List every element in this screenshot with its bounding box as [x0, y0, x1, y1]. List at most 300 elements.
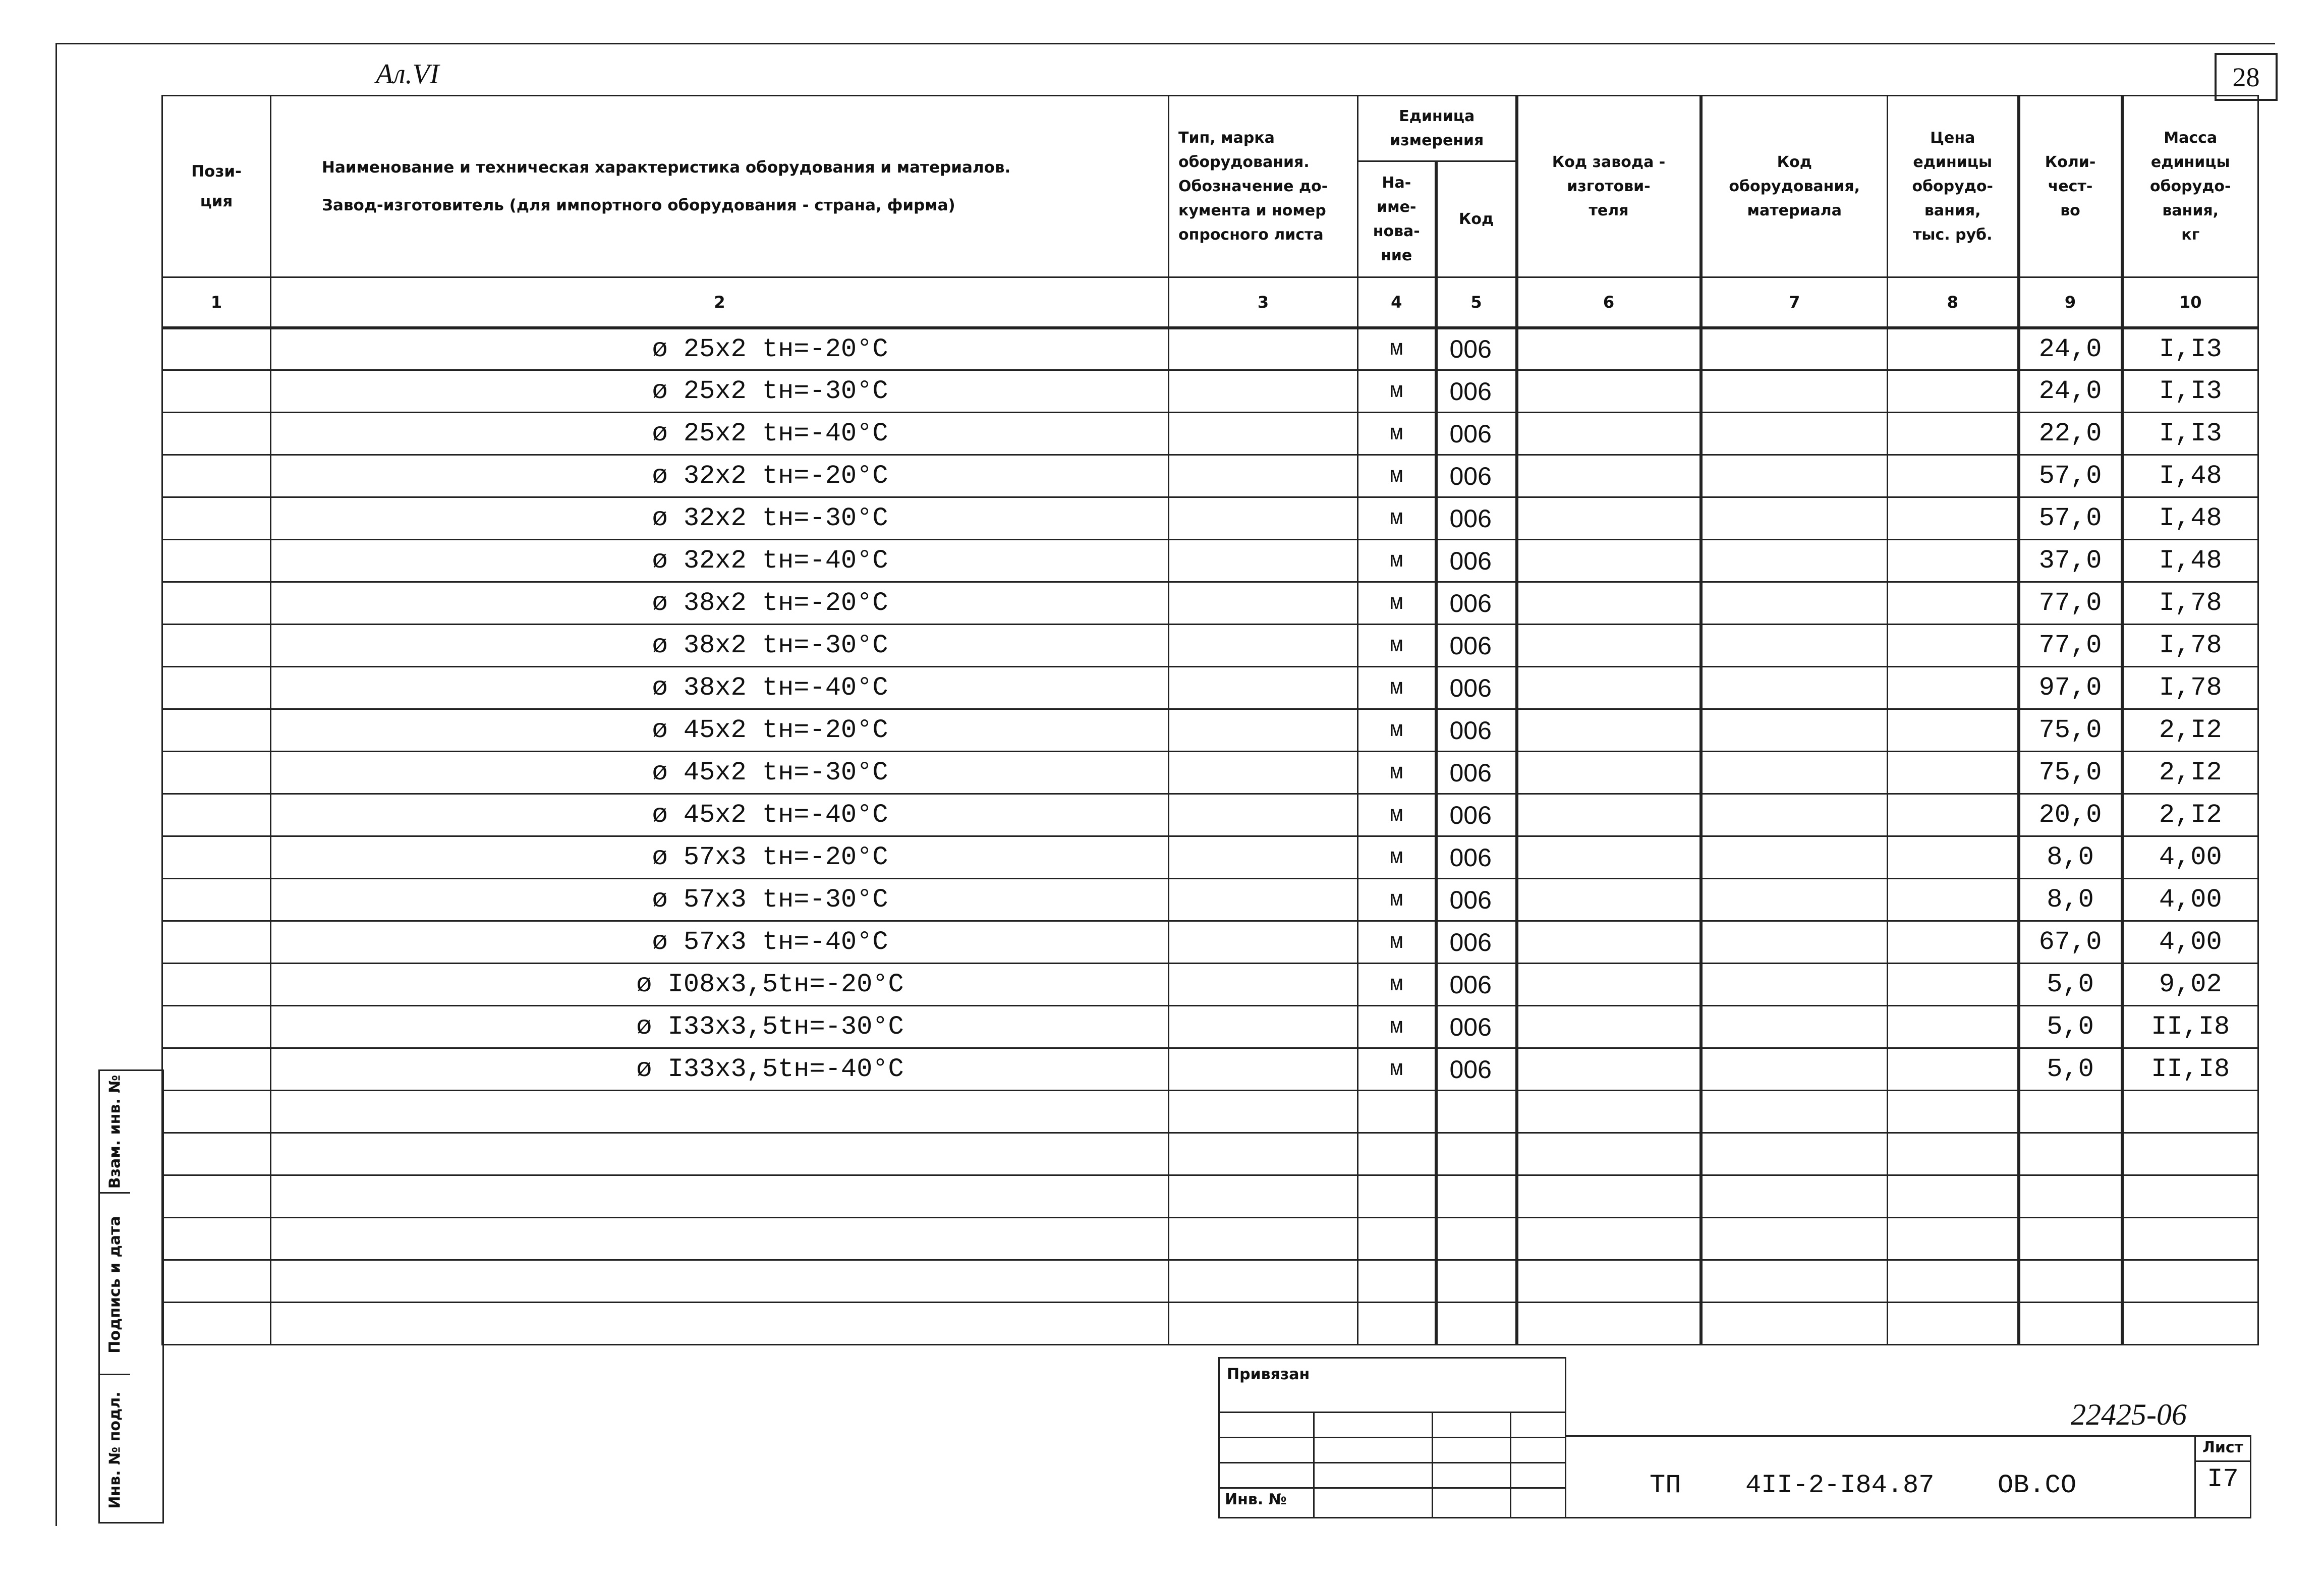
description-cell: ø 57x3 tн=-20°C	[271, 836, 1169, 879]
header-unit-group: Единица измерения	[1358, 96, 1517, 161]
table-row	[162, 1006, 2258, 1048]
unit-code-cell: 006	[1436, 879, 1517, 921]
unit-code-cell: 006	[1436, 709, 1517, 752]
price-cell	[1888, 540, 2019, 582]
price-cell	[1888, 1091, 2019, 1133]
position-cell	[162, 455, 271, 497]
quantity-cell	[2019, 1303, 2122, 1345]
unit-cell	[1358, 1133, 1436, 1175]
factory-code-cell	[1517, 582, 1701, 625]
equipment-code-cell	[1701, 709, 1888, 752]
unit-code-cell	[1436, 1218, 1517, 1260]
table-row	[162, 752, 2258, 794]
table-row	[162, 413, 2258, 455]
type-cell	[1169, 625, 1358, 667]
price-cell	[1888, 1303, 2019, 1345]
table-row	[162, 879, 2258, 921]
equipment-code-cell	[1701, 582, 1888, 625]
quantity-cell: 67,0	[2019, 921, 2122, 964]
colnum: 8	[1888, 277, 2019, 328]
description-cell: ø 38x2 tн=-30°C	[271, 625, 1169, 667]
description-cell	[271, 1218, 1169, 1260]
equipment-code-cell	[1701, 921, 1888, 964]
quantity-cell: 37,0	[2019, 540, 2122, 582]
price-cell	[1888, 1048, 2019, 1091]
quantity-cell: 77,0	[2019, 625, 2122, 667]
colnum: 9	[2019, 277, 2122, 328]
unit-cell: м	[1358, 582, 1436, 625]
mass-cell: 9,02	[2122, 964, 2258, 1006]
unit-cell: м	[1358, 794, 1436, 836]
quantity-cell: 8,0	[2019, 879, 2122, 921]
position-cell	[162, 1133, 271, 1175]
price-cell	[1888, 794, 2019, 836]
unit-code-cell: 006	[1436, 667, 1517, 709]
equipment-code-cell	[1701, 836, 1888, 879]
price-cell	[1888, 625, 2019, 667]
album-label: Ал.VI	[376, 59, 439, 90]
header-type: Тип, марка оборудования. Обозначение до- кумента и номер опросного листа	[1169, 96, 1358, 277]
unit-code-cell: 006	[1436, 794, 1517, 836]
mass-cell: 2,I2	[2122, 752, 2258, 794]
unit-cell: м	[1358, 964, 1436, 1006]
description-cell	[271, 1133, 1169, 1175]
unit-cell: м	[1358, 667, 1436, 709]
equipment-code-cell	[1701, 370, 1888, 413]
mass-cell: I,I3	[2122, 413, 2258, 455]
factory-code-cell	[1517, 455, 1701, 497]
position-cell	[162, 836, 271, 879]
type-cell	[1169, 497, 1358, 540]
mass-cell: I,I3	[2122, 328, 2258, 370]
doc-code: 22425-06	[2071, 1398, 2187, 1431]
price-cell	[1888, 455, 2019, 497]
empty-row	[162, 1133, 2258, 1175]
factory-code-cell	[1517, 413, 1701, 455]
unit-cell	[1358, 1218, 1436, 1260]
type-cell	[1169, 1091, 1358, 1133]
position-cell	[162, 540, 271, 582]
equipment-code-cell	[1701, 1048, 1888, 1091]
quantity-cell: 22,0	[2019, 413, 2122, 455]
factory-code-cell	[1517, 1091, 1701, 1133]
mass-cell: I,I3	[2122, 370, 2258, 413]
type-cell	[1169, 1133, 1358, 1175]
mass-cell: 2,I2	[2122, 794, 2258, 836]
price-cell	[1888, 879, 2019, 921]
factory-code-cell	[1517, 709, 1701, 752]
quantity-cell	[2019, 1091, 2122, 1133]
type-cell	[1169, 540, 1358, 582]
unit-cell: м	[1358, 370, 1436, 413]
description-cell: ø 38x2 tн=-40°C	[271, 667, 1169, 709]
project-number: 4II-2-I84.87	[1745, 1471, 1935, 1500]
type-cell	[1169, 794, 1358, 836]
factory-code-cell	[1517, 1175, 1701, 1218]
mass-cell: I,48	[2122, 455, 2258, 497]
quantity-cell: 24,0	[2019, 370, 2122, 413]
position-cell	[162, 497, 271, 540]
quantity-cell: 57,0	[2019, 455, 2122, 497]
equipment-code-cell	[1701, 328, 1888, 370]
table-row	[162, 1048, 2258, 1091]
position-cell	[162, 413, 271, 455]
unit-code-cell: 006	[1436, 1006, 1517, 1048]
unit-cell: м	[1358, 1048, 1436, 1091]
price-cell	[1888, 1006, 2019, 1048]
factory-code-cell	[1517, 921, 1701, 964]
equipment-code-cell	[1701, 1006, 1888, 1048]
table-row	[162, 836, 2258, 879]
position-cell	[162, 1048, 271, 1091]
description-cell: ø 25x2 tн=-40°C	[271, 413, 1169, 455]
equipment-code-cell	[1701, 625, 1888, 667]
price-cell	[1888, 921, 2019, 964]
position-cell	[162, 328, 271, 370]
position-cell	[162, 667, 271, 709]
equipment-code-cell	[1701, 540, 1888, 582]
position-cell	[162, 1006, 271, 1048]
quantity-cell: 75,0	[2019, 709, 2122, 752]
price-cell	[1888, 1260, 2019, 1303]
type-cell	[1169, 709, 1358, 752]
header-row-1	[162, 96, 2258, 161]
position-cell	[162, 964, 271, 1006]
header-position: Пози- ция	[162, 96, 271, 277]
equipment-code-cell	[1701, 964, 1888, 1006]
unit-code-cell	[1436, 1133, 1517, 1175]
equipment-code-cell	[1701, 1218, 1888, 1260]
table-row	[162, 709, 2258, 752]
quantity-cell	[2019, 1218, 2122, 1260]
type-cell	[1169, 667, 1358, 709]
position-cell	[162, 879, 271, 921]
unit-code-cell: 006	[1436, 328, 1517, 370]
unit-cell: м	[1358, 413, 1436, 455]
unit-cell: м	[1358, 921, 1436, 964]
header-factory-code: Код завода - изготови- теля	[1517, 96, 1701, 277]
unit-code-cell: 006	[1436, 1048, 1517, 1091]
quantity-cell	[2019, 1133, 2122, 1175]
type-cell	[1169, 752, 1358, 794]
unit-code-cell: 006	[1436, 413, 1517, 455]
description-cell	[271, 1303, 1169, 1345]
factory-code-cell	[1517, 1006, 1701, 1048]
bound-label: Привязан	[1227, 1366, 1310, 1383]
price-cell	[1888, 1218, 2019, 1260]
factory-code-cell	[1517, 1218, 1701, 1260]
position-cell	[162, 370, 271, 413]
unit-cell: м	[1358, 879, 1436, 921]
type-cell	[1169, 455, 1358, 497]
quantity-cell: 8,0	[2019, 836, 2122, 879]
unit-cell: м	[1358, 709, 1436, 752]
table-row	[162, 497, 2258, 540]
description-cell: ø I08x3,5tн=-20°C	[271, 964, 1169, 1006]
unit-code-cell: 006	[1436, 455, 1517, 497]
equipment-code-cell	[1701, 879, 1888, 921]
type-cell	[1169, 328, 1358, 370]
unit-cell	[1358, 1175, 1436, 1218]
position-cell	[162, 582, 271, 625]
mass-cell	[2122, 1091, 2258, 1133]
description-cell: ø 45x2 tн=-30°C	[271, 752, 1169, 794]
factory-code-cell	[1517, 540, 1701, 582]
description-cell: ø 32x2 tн=-20°C	[271, 455, 1169, 497]
description-cell: ø 32x2 tн=-40°C	[271, 540, 1169, 582]
price-cell	[1888, 752, 2019, 794]
price-cell	[1888, 964, 2019, 1006]
equipment-code-cell	[1701, 1303, 1888, 1345]
inv-orig-cell: Инв. № подл.	[100, 1374, 130, 1525]
table-row	[162, 794, 2258, 836]
unit-code-cell	[1436, 1260, 1517, 1303]
sheet-number: I7	[2207, 1464, 2239, 1494]
unit-code-cell	[1436, 1175, 1517, 1218]
factory-code-cell	[1517, 667, 1701, 709]
type-cell	[1169, 964, 1358, 1006]
mass-cell: 4,00	[2122, 879, 2258, 921]
unit-code-cell: 006	[1436, 497, 1517, 540]
quantity-cell: 24,0	[2019, 328, 2122, 370]
empty-row	[162, 1260, 2258, 1303]
empty-row	[162, 1091, 2258, 1133]
position-cell	[162, 921, 271, 964]
type-cell	[1169, 582, 1358, 625]
description-cell	[271, 1260, 1169, 1303]
price-cell	[1888, 1175, 2019, 1218]
unit-cell: м	[1358, 625, 1436, 667]
price-cell	[1888, 1133, 2019, 1175]
factory-code-cell	[1517, 1260, 1701, 1303]
factory-code-cell	[1517, 1303, 1701, 1345]
unit-cell: м	[1358, 328, 1436, 370]
factory-code-cell	[1517, 794, 1701, 836]
equipment-code-cell	[1701, 1133, 1888, 1175]
factory-code-cell	[1517, 752, 1701, 794]
colnum: 6	[1517, 277, 1701, 328]
colnum: 2	[271, 277, 1169, 328]
type-cell	[1169, 370, 1358, 413]
price-cell	[1888, 709, 2019, 752]
description-cell: ø 45x2 tн=-20°C	[271, 709, 1169, 752]
type-cell	[1169, 836, 1358, 879]
sheet-label: Лист	[2196, 1435, 2250, 1462]
description-cell: ø 38x2 tн=-20°C	[271, 582, 1169, 625]
mass-cell	[2122, 1260, 2258, 1303]
factory-code-cell	[1517, 836, 1701, 879]
table-row	[162, 964, 2258, 1006]
page-number: 28	[2215, 53, 2278, 101]
price-cell	[1888, 836, 2019, 879]
unit-cell	[1358, 1303, 1436, 1345]
position-cell	[162, 1303, 271, 1345]
type-cell	[1169, 1006, 1358, 1048]
unit-code-cell: 006	[1436, 752, 1517, 794]
description-cell: ø 45x2 tн=-40°C	[271, 794, 1169, 836]
side-stamp	[98, 1069, 164, 1524]
quantity-cell: 75,0	[2019, 752, 2122, 794]
quantity-cell: 97,0	[2019, 667, 2122, 709]
equipment-code-cell	[1701, 455, 1888, 497]
mass-cell	[2122, 1175, 2258, 1218]
factory-code-cell	[1517, 879, 1701, 921]
position-cell	[162, 1260, 271, 1303]
mass-cell: I,78	[2122, 582, 2258, 625]
table-row	[162, 455, 2258, 497]
quantity-cell	[2019, 1260, 2122, 1303]
header-name: Наименование и техническая характеристика оборудования и материалов. Завод-изготовитель (для импортного оборудования - страна, фирма)	[271, 96, 1169, 277]
type-cell	[1169, 1175, 1358, 1218]
quantity-cell: 57,0	[2019, 497, 2122, 540]
mass-cell	[2122, 1303, 2258, 1345]
unit-code-cell: 006	[1436, 582, 1517, 625]
quantity-cell: 77,0	[2019, 582, 2122, 625]
header-unit-name: На- име- нова- ние	[1358, 161, 1436, 277]
quantity-cell	[2019, 1175, 2122, 1218]
price-cell	[1888, 328, 2019, 370]
unit-cell: м	[1358, 497, 1436, 540]
equipment-code-cell	[1701, 667, 1888, 709]
quantity-cell: 20,0	[2019, 794, 2122, 836]
unit-code-cell: 006	[1436, 625, 1517, 667]
empty-row	[162, 1175, 2258, 1218]
colnum: 7	[1701, 277, 1888, 328]
type-cell	[1169, 879, 1358, 921]
description-cell: ø 32x2 tн=-30°C	[271, 497, 1169, 540]
price-cell	[1888, 497, 2019, 540]
description-cell: ø 57x3 tн=-30°C	[271, 879, 1169, 921]
colnum: 1	[162, 277, 271, 328]
price-cell	[1888, 582, 2019, 625]
section-code: ОВ.СО	[1998, 1471, 2077, 1500]
quantity-cell: 5,0	[2019, 964, 2122, 1006]
sign-date-cell: Подпись и дата	[100, 1192, 130, 1375]
unit-cell	[1358, 1091, 1436, 1133]
header-equipment-code: Код оборудования, материала	[1701, 96, 1888, 277]
unit-cell: м	[1358, 1006, 1436, 1048]
equipment-code-cell	[1701, 1260, 1888, 1303]
quantity-cell: 5,0	[2019, 1006, 2122, 1048]
equipment-code-cell	[1701, 1175, 1888, 1218]
column-number-row	[162, 277, 2258, 328]
mass-cell: II,I8	[2122, 1006, 2258, 1048]
type-cell	[1169, 1048, 1358, 1091]
quantity-cell: 5,0	[2019, 1048, 2122, 1091]
unit-cell: м	[1358, 752, 1436, 794]
factory-code-cell	[1517, 964, 1701, 1006]
specification-table	[161, 95, 2259, 1345]
type-cell	[1169, 1260, 1358, 1303]
empty-row	[162, 1303, 2258, 1345]
unit-code-cell: 006	[1436, 921, 1517, 964]
description-cell: ø 57x3 tн=-40°C	[271, 921, 1169, 964]
mass-cell: I,48	[2122, 497, 2258, 540]
unit-cell: м	[1358, 836, 1436, 879]
replace-inv-cell: Взам. инв. №	[106, 1075, 124, 1189]
type-cell	[1169, 413, 1358, 455]
mass-cell	[2122, 1133, 2258, 1175]
price-cell	[1888, 413, 2019, 455]
unit-cell: м	[1358, 540, 1436, 582]
unit-cell: м	[1358, 455, 1436, 497]
mass-cell	[2122, 1218, 2258, 1260]
unit-code-cell	[1436, 1091, 1517, 1133]
type-cell	[1169, 921, 1358, 964]
position-cell	[162, 625, 271, 667]
equipment-code-cell	[1701, 752, 1888, 794]
position-cell	[162, 1218, 271, 1260]
equipment-code-cell	[1701, 497, 1888, 540]
project-label: ТП	[1650, 1471, 1681, 1500]
description-cell	[271, 1175, 1169, 1218]
unit-code-cell: 006	[1436, 370, 1517, 413]
unit-code-cell: 006	[1436, 540, 1517, 582]
header-price: Цена единицы оборудо- вания, тыс. руб.	[1888, 96, 2019, 277]
sheet-cell	[2194, 1435, 2250, 1518]
factory-code-cell	[1517, 328, 1701, 370]
mass-cell: 4,00	[2122, 836, 2258, 879]
colnum: 4	[1358, 277, 1436, 328]
factory-code-cell	[1517, 1133, 1701, 1175]
inv-label: Инв. №	[1225, 1491, 1287, 1508]
table-row	[162, 540, 2258, 582]
description-cell: ø 25x2 tн=-30°C	[271, 370, 1169, 413]
equipment-code-cell	[1701, 413, 1888, 455]
factory-code-cell	[1517, 370, 1701, 413]
description-cell: ø I33x3,5tн=-30°C	[271, 1006, 1169, 1048]
equipment-code-cell	[1701, 1091, 1888, 1133]
bound-block	[1218, 1357, 1566, 1518]
header-mass: Масса единицы оборудо- вания, кг	[2122, 96, 2258, 277]
factory-code-cell	[1517, 625, 1701, 667]
mass-cell: II,I8	[2122, 1048, 2258, 1091]
mass-cell: I,78	[2122, 667, 2258, 709]
price-cell	[1888, 370, 2019, 413]
mass-cell: 4,00	[2122, 921, 2258, 964]
mass-cell: 2,I2	[2122, 709, 2258, 752]
colnum: 5	[1436, 277, 1517, 328]
unit-code-cell	[1436, 1303, 1517, 1345]
position-cell	[162, 752, 271, 794]
table-row	[162, 370, 2258, 413]
position-cell	[162, 1091, 271, 1133]
table-row	[162, 328, 2258, 370]
mass-cell: I,48	[2122, 540, 2258, 582]
colnum: 10	[2122, 277, 2258, 328]
description-cell: ø I33x3,5tн=-40°C	[271, 1048, 1169, 1091]
mass-cell: I,78	[2122, 625, 2258, 667]
description-cell: ø 25x2 tн=-20°C	[271, 328, 1169, 370]
factory-code-cell	[1517, 497, 1701, 540]
table-row	[162, 667, 2258, 709]
position-cell	[162, 794, 271, 836]
price-cell	[1888, 667, 2019, 709]
colnum: 3	[1169, 277, 1358, 328]
unit-code-cell: 006	[1436, 836, 1517, 879]
position-cell	[162, 1175, 271, 1218]
table-row	[162, 625, 2258, 667]
equipment-code-cell	[1701, 794, 1888, 836]
type-cell	[1169, 1218, 1358, 1260]
unit-code-cell: 006	[1436, 964, 1517, 1006]
description-cell	[271, 1091, 1169, 1133]
factory-code-cell	[1517, 1048, 1701, 1091]
unit-cell	[1358, 1260, 1436, 1303]
type-cell	[1169, 1303, 1358, 1345]
table-row	[162, 921, 2258, 964]
position-cell	[162, 709, 271, 752]
